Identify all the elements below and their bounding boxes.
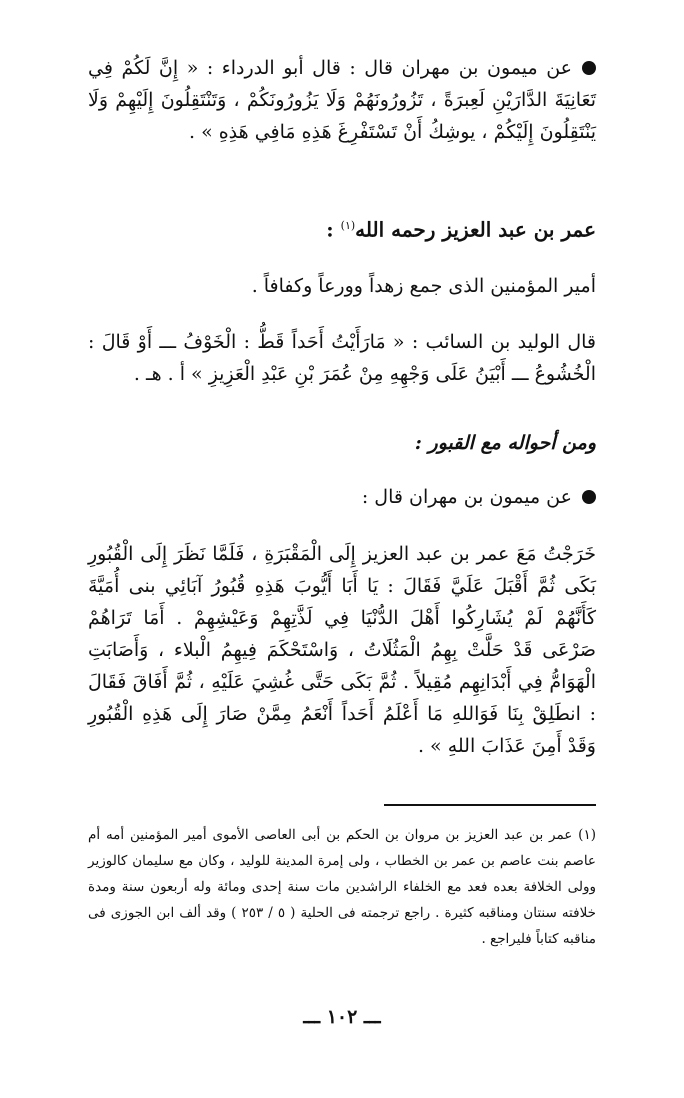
- paragraph-maymun-intro-text: عن ميمون بن مهران قال :: [361, 486, 572, 508]
- paragraph-abu-darda: [88, 52, 596, 148]
- paragraph-abu-darda-text: عن ميمون بن مهران قال : قال أبو الدرداء : « إِنَّ لَكُمْ فِي تَعَانِيَةَ الدَّارَيْنِ لَعِبرَةً ، تَزُورُونَهُمْ وَلَا يَزُورُونَكُمْ ، وَتَنْتَقِلُونَ إِلَيْهِمْ وَلَا يَنْتَقِلُونَ إِلَيْكُمْ ، يوشِكُ أَنْ تَسْتَفْرِغَ هَذِهِ مَافِي هَذِهِ » .: [88, 57, 596, 143]
- bullet-marker: [582, 61, 596, 75]
- page-number: ـــ ١٠٢ ـــ: [303, 1006, 381, 1028]
- subheading-graves: ومن أحواله مع القبور :: [414, 432, 596, 454]
- footnote-separator: [384, 804, 596, 806]
- section-heading-text: عمر بن عبد العزيز رحمه الله: [355, 217, 596, 242]
- footnote-text: (١) عمر بن عبد العزيز بن مروان بن الحكم بن أبى العاصى الأموى أمير المؤمنين أمه أم عاصم بنت عاصم بن عمر بن الخطاب ، ولى إمرة المدينة للوليد ، وكان مع سليمان كالوزير وولى الخلافة بعده فعد مع الخلفاء الراشدين مات سنة إحدى ومائة وله أربعون سنة ومدة خلافته سنتان ومناقبه كثيرة . راجع ترجمته فى الحلية ( ٥ / ٢٥٣ ) وقد ألف ابن الجوزى فى مناقبه كتاباً فليراجع .: [88, 827, 596, 947]
- section-heading-umar: [88, 210, 596, 246]
- paragraph-amir: أمير المؤمنين الذى جمع زهداً وورعاً وكفافاً .: [251, 275, 596, 297]
- paragraph-walid: قال الوليد بن السائب : « مَارَأَيْتُ أَحَداً قَطُّ : الْخَوْفُ ـــ أَوْ قَالَ : الْخُشُوعُ ـــ أَبْيَنُ عَلَى وَجْهِهِ مِنْ عُمَرَ بْنِ عَبْدِ الْعَزِيزِ » أ . هـ .: [88, 331, 596, 385]
- footnote-reference-mark: (١): [340, 219, 356, 232]
- section-heading-colon: :: [326, 217, 341, 242]
- paragraph-maymun-intro: [88, 481, 596, 513]
- bullet-marker: [582, 490, 596, 504]
- paragraph-graves-story: خَرَجْتُ مَعَ عمر بن عبد العزيز إِلَى الْمَقْبَرَةِ ، فَلَمَّا نَظَرَ إِلَى الْقُبُورِ بَكَى ثُمَّ أَقْبَلَ عَلَيَّ فَقَالَ : يَا أَبَا أَيُّوبَ هَذِهِ قُبُورُ آبَائِي بنى أُمَيَّةَ كَأَنَّهُمْ لَمْ يُشَارِكُوا أَهْلَ الدُّنْيَا فِي لَذَّتِهِمْ وَعَيْشِهِمْ . أَمَا تَرَاهُمْ صَرْعَى قَدْ حَلَّتْ بِهِمُ الْمَثُلَاتُ ، وَاسْتَحْكَمَ فِيهِمُ الْبلاء ، وَأَصَابَتِ الْهَوَامُّ فِي أَبْدَانِهِم مُقِيلاً . ثُمَّ بَكَى حَتَّى غُشِيَ عَلَيْهِ ، ثُمَّ أَفَاقَ فَقَالَ : انطَلِقْ بِنَا فَوَاللهِ مَا أَعْلَمُ أَحَداً أَنْعَمُ مِمَّنْ صَارَ إِلَى هَذِهِ الْقُبُورِ وَقَدْ أَمِنَ عَذَابَ اللهِ » .: [88, 543, 596, 757]
